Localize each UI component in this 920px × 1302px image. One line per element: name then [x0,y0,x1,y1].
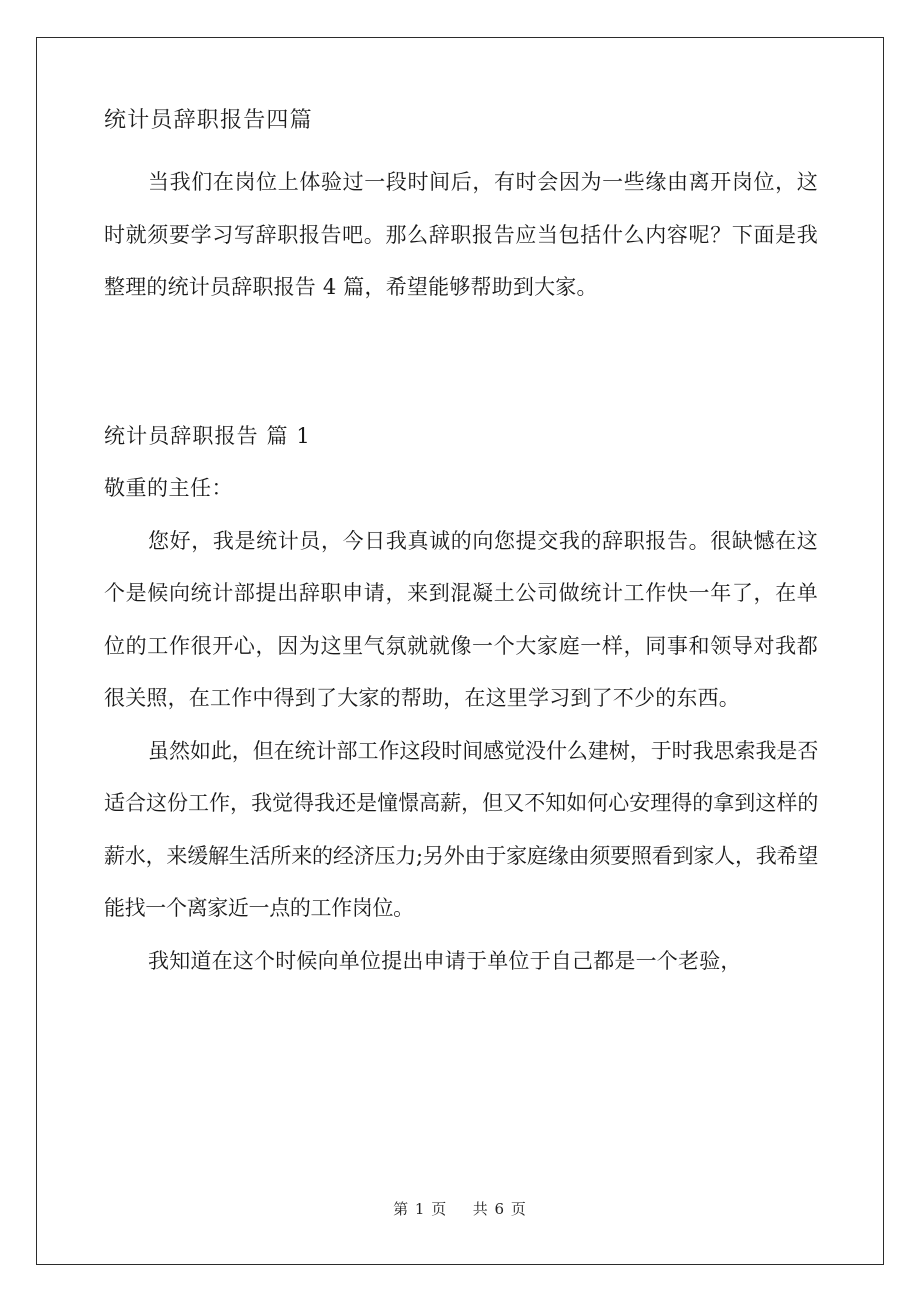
body-paragraph-1: 您好，我是统计员，今日我真诚的向您提交我的辞职报告。很缺憾在这个是候向统计部提出辞职申请，来到混凝土公司做统计工作快一年了，在单位的工作很开心，因为这里气氛就就像一个大家庭一样，同事和领导对我都很关照，在工作中得到了大家的帮助，在这里学习到了不少的东西。 [104,528,818,710]
page-footer [0,1198,920,1220]
salutation-line: 敬重的主任： [104,476,233,500]
intro-paragraph: 当我们在岗位上体验过一段时间后，有时会因为一些缘由离开岗位，这时就须要学习写辞职报告吧。那么辞职报告应当包括什么内容呢？下面是我整理的统计员辞职报告 4 篇，希望能够帮助到大家。 [104,170,818,299]
footer-total-pages: 共 6 页 [472,1200,527,1218]
section-heading: 统计员辞职报告 篇 1 [104,423,311,448]
body-paragraph-3: 我知道在这个时候向单位提出申请于单位于自己都是一个老验， [148,948,742,973]
document-title: 统计员辞职报告四篇 [104,108,313,133]
document-content-area [104,104,818,987]
footer-current-page: 第 1 页 [393,1200,448,1218]
section-spacer [104,314,818,410]
body-paragraph-2: 虽然如此，但在统计部工作这段时间感觉没什么建树，于时我思索我是否适合这份工作，我觉得我还是憧憬高薪，但又不知如何心安理得的拿到这样的薪水，来缓解生活所来的经济压力;另外由于家庭缘由须要照看到家人，我希望能找一个离家近一点的工作岗位。 [104,738,818,920]
